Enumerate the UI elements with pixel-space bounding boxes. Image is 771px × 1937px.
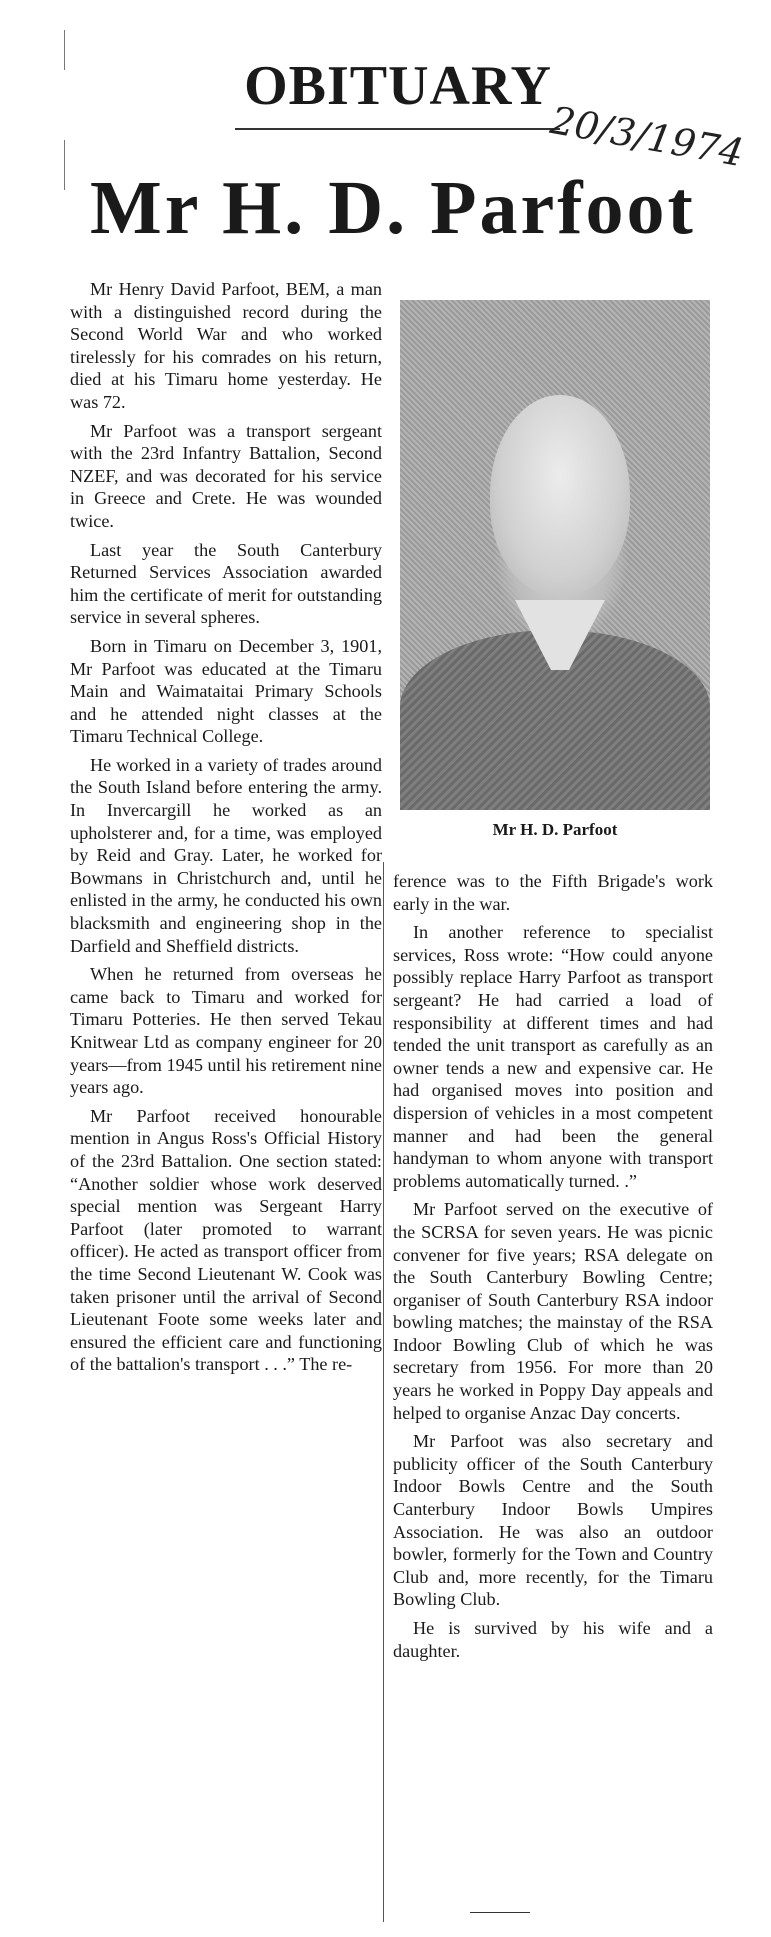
- paragraph: Last year the South Canterbury Returned Services Association awarded him the certificate of merit for outstanding service in several spheres.: [70, 539, 382, 628]
- article-column-right: [393, 870, 713, 1668]
- margin-mark: [64, 140, 65, 190]
- column-divider: [383, 862, 384, 1922]
- handwritten-date: 20/3/1974: [547, 98, 747, 176]
- paragraph: He worked in a variety of trades around the South Island before entering the army. In Invercargill he worked as an upholsterer and, for a time, was employed by Reid and Gray. Later, he worked for Bowmans in Christchurch and, until he enlisted in the army, he conducted his own blacksmith and engineering shop in the Darfield and Sheffield districts.: [70, 754, 382, 956]
- margin-mark: [64, 30, 65, 70]
- paragraph: He is survived by his wife and a daughter.: [393, 1618, 713, 1661]
- paragraph: Mr Henry David Parfoot, BEM, a man with a distinguished record during the Second World War and who worked tirelessly for his comrades on his return, died at his Timaru home yesterday. He was 72.: [70, 279, 382, 412]
- paragraph: Born in Timaru on December 3, 1901, Mr Parfoot was educated at the Timaru Main and Waimataitai Primary Schools and he attended night classes at the Timaru Technical College.: [70, 635, 382, 747]
- paragraph: Mr Parfoot received honourable mention in Angus Ross's Official History of the 23rd Battalion. One section stated: “Another soldier whose work deserved special mention was Sergeant Harry Parfoot (later promoted to warrant officer). He acted as transport officer from the time Second Lieutenant W. Cook was taken prisoner until the arrival of Second Lieutenant Foote some weeks later and ensured the efficient care and functioning of the battalion's transport . . .” The re-: [70, 1105, 382, 1375]
- kicker-underline: [235, 128, 560, 130]
- photo-caption: Mr H. D. Parfoot: [492, 820, 618, 839]
- paragraph: When he returned from overseas he came back to Timaru and worked for Timaru Potteries. He then served Tekau Knitwear Ltd as company engineer for 20 years—from 1945 until his retirement nine years ago.: [70, 964, 382, 1098]
- end-rule: [470, 1912, 530, 1913]
- paragraph: ference was to the Fifth Brigade's work early in the war.: [393, 871, 713, 914]
- headline: Mr H. D. Parfoot: [90, 166, 696, 250]
- portrait-photo: [400, 300, 710, 810]
- section-kicker: OBITUARY: [244, 55, 552, 117]
- paragraph: Mr Parfoot served on the executive of the SCRSA for seven years. He was picnic convener for five years; RSA delegate on the South Canterbury Bowling Centre; organiser of South Canterbury RSA indoor bowling matches; the mainstay of the RSA Indoor Bowling Club of which he was secretary from 1956. For more than 20 years he worked in Poppy Day appeals and helped to organise Anzac Day concerts.: [393, 1199, 713, 1423]
- paragraph: Mr Parfoot was a transport sergeant with the 23rd Infantry Battalion, Second NZEF, and was decorated for his service in Greece and Crete. He was wounded twice.: [70, 420, 382, 531]
- photo-face: [490, 395, 630, 595]
- article-column-left: [70, 278, 382, 1382]
- paragraph: Mr Parfoot was also secretary and publicity officer of the South Canterbury Indoor Bowls Centre and the South Canterbury Indoor Bowls Umpires Association. He was also an outdoor bowler, formerly for the Town and Country Club and, more recently, for the Timaru Bowling Club.: [393, 1431, 713, 1610]
- paragraph: In another reference to specialist services, Ross wrote: “How could anyone possibly replace Harry Parfoot as transport sergeant? He had carried a load of responsibility at different times and had tended the unit transport as carefully as an owner tends a new and expensive car. He had organised moves into position and dispersion of vehicles in a most competent manner and had been the general handyman to whom anyone with transport problems automatically turned. .”: [393, 922, 713, 1191]
